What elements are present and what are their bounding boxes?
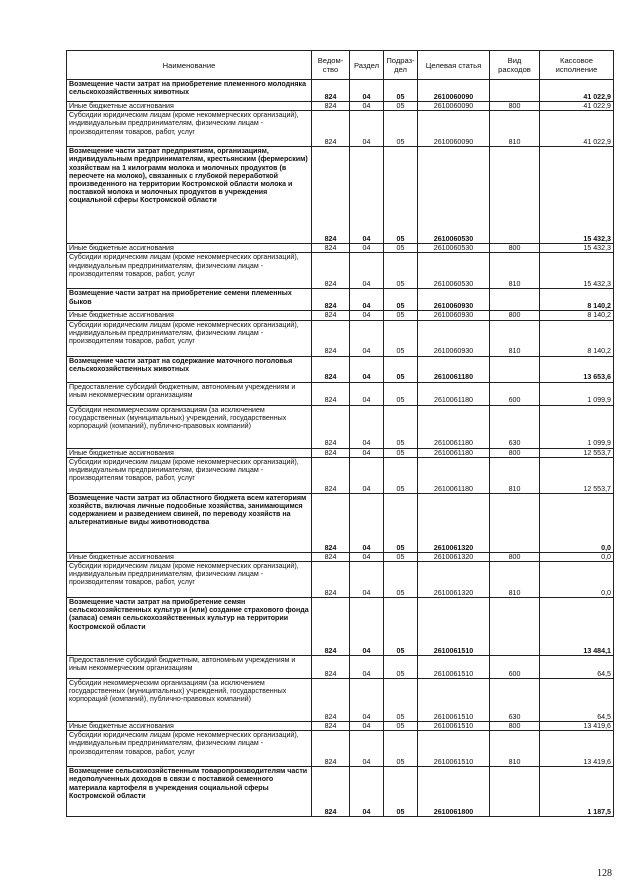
- cell-vid-rashodov: 810: [490, 320, 540, 356]
- cell-celevaya-statya: 2610060930: [418, 289, 490, 311]
- cell-name: Субсидии юридическим лицам (кроме некоммерческих организаций), индивидуальным предпринимателям, физическим лицам - производителям товаров, работ, услуг: [67, 457, 312, 493]
- budget-table-container: [66, 50, 613, 817]
- cell-vid-rashodov: 800: [490, 722, 540, 731]
- cell-vedomstvo: 824: [312, 767, 350, 817]
- cell-celevaya-statya: 2610060530: [418, 147, 490, 244]
- table-row: [67, 289, 614, 311]
- cell-name: Возмещение части затрат на приобретение семени племенных быков: [67, 289, 312, 311]
- cell-name: Субсидии юридическим лицам (кроме некоммерческих организаций), индивидуальным предпринимателям, физическим лицам - производителям товаров, работ, услуг: [67, 562, 312, 598]
- cell-podrazdel: 05: [384, 562, 418, 598]
- header-razdel: Раздел: [350, 51, 384, 80]
- cell-celevaya-statya: 2610060530: [418, 244, 490, 253]
- cell-vedomstvo: 824: [312, 253, 350, 289]
- cell-razdel: 04: [350, 448, 384, 457]
- cell-kassovoe-ispolnenie: 8 140,2: [540, 311, 614, 320]
- cell-name: Предоставление субсидий бюджетным, автономным учреждениям и иным некоммерческим организациям: [67, 656, 312, 679]
- cell-razdel: 04: [350, 253, 384, 289]
- cell-razdel: 04: [350, 457, 384, 493]
- table-header-row: [67, 51, 614, 80]
- cell-kassovoe-ispolnenie: 13 419,6: [540, 722, 614, 731]
- cell-vid-rashodov: 810: [490, 457, 540, 493]
- cell-vedomstvo: 824: [312, 382, 350, 405]
- cell-razdel: 04: [350, 382, 384, 405]
- cell-vedomstvo: 824: [312, 405, 350, 448]
- cell-vedomstvo: 824: [312, 731, 350, 767]
- cell-kassovoe-ispolnenie: 0,0: [540, 493, 614, 552]
- cell-razdel: 04: [350, 679, 384, 722]
- cell-vid-rashodov: [490, 493, 540, 552]
- cell-vedomstvo: 824: [312, 289, 350, 311]
- cell-podrazdel: 05: [384, 552, 418, 561]
- cell-vid-rashodov: 810: [490, 111, 540, 147]
- cell-vid-rashodov: 810: [490, 562, 540, 598]
- cell-podrazdel: 05: [384, 102, 418, 111]
- cell-name: Иные бюджетные ассигнования: [67, 102, 312, 111]
- header-kassovoe-ispolnenie: Кассовое исполнение: [540, 51, 614, 80]
- cell-name: Субсидии некоммерческим организациям (за исключением государственных (муниципальных) учреждений, государственных корпораций (компаний), публично-правовых компаний): [67, 679, 312, 722]
- cell-razdel: 04: [350, 102, 384, 111]
- cell-podrazdel: 05: [384, 80, 418, 102]
- cell-celevaya-statya: 2610060930: [418, 320, 490, 356]
- table-row: [67, 457, 614, 493]
- cell-podrazdel: 05: [384, 731, 418, 767]
- cell-vid-rashodov: 600: [490, 656, 540, 679]
- cell-podrazdel: 05: [384, 656, 418, 679]
- cell-name: Иные бюджетные ассигнования: [67, 448, 312, 457]
- cell-kassovoe-ispolnenie: 1 187,5: [540, 767, 614, 817]
- table-row: [67, 253, 614, 289]
- cell-vid-rashodov: 630: [490, 405, 540, 448]
- header-vid-rashodov: Вид расходов: [490, 51, 540, 80]
- cell-name: Иные бюджетные ассигнования: [67, 311, 312, 320]
- cell-razdel: 04: [350, 562, 384, 598]
- table-row: [67, 320, 614, 356]
- table-row: [67, 356, 614, 382]
- cell-podrazdel: 05: [384, 253, 418, 289]
- cell-razdel: 04: [350, 731, 384, 767]
- cell-razdel: 04: [350, 656, 384, 679]
- table-row: [67, 102, 614, 111]
- cell-razdel: 04: [350, 552, 384, 561]
- cell-podrazdel: 05: [384, 289, 418, 311]
- cell-vedomstvo: 824: [312, 311, 350, 320]
- cell-podrazdel: 05: [384, 320, 418, 356]
- cell-kassovoe-ispolnenie: 15 432,3: [540, 244, 614, 253]
- header-name: Наименование: [67, 51, 312, 80]
- table-row: [67, 147, 614, 244]
- cell-vid-rashodov: 630: [490, 679, 540, 722]
- cell-name: Возмещение сельскохозяйственным товаропроизводителям части недополученных доходов в связи с поставкой семенного материала картофеля в учреждения социальной сферы Костромской области: [67, 767, 312, 817]
- cell-celevaya-statya: 2610060090: [418, 111, 490, 147]
- table-row: [67, 493, 614, 552]
- cell-podrazdel: 05: [384, 311, 418, 320]
- cell-podrazdel: 05: [384, 457, 418, 493]
- cell-podrazdel: 05: [384, 493, 418, 552]
- cell-vid-rashodov: 800: [490, 448, 540, 457]
- table-row: [67, 598, 614, 656]
- cell-kassovoe-ispolnenie: 12 553,7: [540, 457, 614, 493]
- cell-celevaya-statya: 2610061180: [418, 382, 490, 405]
- cell-vid-rashodov: [490, 289, 540, 311]
- table-row: [67, 552, 614, 561]
- cell-kassovoe-ispolnenie: 0,0: [540, 552, 614, 561]
- cell-vedomstvo: 824: [312, 457, 350, 493]
- cell-kassovoe-ispolnenie: 64,5: [540, 656, 614, 679]
- cell-celevaya-statya: 2610061320: [418, 552, 490, 561]
- cell-razdel: 04: [350, 405, 384, 448]
- cell-kassovoe-ispolnenie: 64,5: [540, 679, 614, 722]
- table-row: [67, 448, 614, 457]
- cell-name: Субсидии юридическим лицам (кроме некоммерческих организаций), индивидуальным предпринимателям, физическим лицам - производителям товаров, работ, услуг: [67, 253, 312, 289]
- cell-vedomstvo: 824: [312, 679, 350, 722]
- page-number: 128: [597, 868, 612, 879]
- cell-celevaya-statya: 2610060090: [418, 102, 490, 111]
- cell-name: Иные бюджетные ассигнования: [67, 722, 312, 731]
- table-row: [67, 722, 614, 731]
- cell-celevaya-statya: 2610061180: [418, 457, 490, 493]
- cell-vedomstvo: 824: [312, 722, 350, 731]
- table-row: [67, 244, 614, 253]
- cell-celevaya-statya: 2610061180: [418, 356, 490, 382]
- cell-celevaya-statya: 2610061510: [418, 679, 490, 722]
- table-row: [67, 562, 614, 598]
- cell-vid-rashodov: 810: [490, 253, 540, 289]
- cell-vid-rashodov: 800: [490, 102, 540, 111]
- cell-kassovoe-ispolnenie: 1 099,9: [540, 405, 614, 448]
- cell-celevaya-statya: 2610061320: [418, 562, 490, 598]
- cell-razdel: 04: [350, 147, 384, 244]
- cell-vid-rashodov: [490, 80, 540, 102]
- cell-vedomstvo: 824: [312, 448, 350, 457]
- cell-celevaya-statya: 2610061180: [418, 405, 490, 448]
- cell-vedomstvo: 824: [312, 356, 350, 382]
- cell-kassovoe-ispolnenie: 12 553,7: [540, 448, 614, 457]
- cell-vedomstvo: 824: [312, 552, 350, 561]
- table-row: [67, 767, 614, 817]
- table-row: [67, 656, 614, 679]
- cell-celevaya-statya: 2610061510: [418, 598, 490, 656]
- cell-celevaya-statya: 2610060090: [418, 80, 490, 102]
- cell-kassovoe-ispolnenie: 13 419,6: [540, 731, 614, 767]
- cell-name: Иные бюджетные ассигнования: [67, 552, 312, 561]
- cell-kassovoe-ispolnenie: 8 140,2: [540, 320, 614, 356]
- cell-vedomstvo: 824: [312, 244, 350, 253]
- cell-vedomstvo: 824: [312, 598, 350, 656]
- cell-celevaya-statya: 2610061510: [418, 722, 490, 731]
- table-row: [67, 679, 614, 722]
- cell-name: Возмещение части затрат предприятиям, организациям, индивидуальным предпринимателям, крестьянским (фермерским) хозяйствам на 1 килограмм молока и молочных продуктов (в пересчете на молоко), связанных с глубокой переработкой произведенного на территории Костромской области молока и поставкой молока и молочных продуктов в учреждения социальной сферы Костромской области: [67, 147, 312, 244]
- cell-vid-rashodov: 800: [490, 244, 540, 253]
- cell-name: Возмещение части затрат на приобретение семян сельскохозяйственных культур и (или) создание страхового фонда (запаса) семян сельскохозяйственных культур на территории Костромской области: [67, 598, 312, 656]
- table-row: [67, 311, 614, 320]
- table-row: [67, 111, 614, 147]
- cell-celevaya-statya: 2610061510: [418, 656, 490, 679]
- table-row: [67, 731, 614, 767]
- cell-name: Возмещение части затрат на содержание маточного поголовья сельскохозяйственных животных: [67, 356, 312, 382]
- cell-kassovoe-ispolnenie: 15 432,3: [540, 253, 614, 289]
- header-vedomstvo: Ведом-ство: [312, 51, 350, 80]
- table-row: [67, 80, 614, 102]
- table-row: [67, 382, 614, 405]
- cell-podrazdel: 05: [384, 722, 418, 731]
- cell-podrazdel: 05: [384, 382, 418, 405]
- cell-razdel: 04: [350, 80, 384, 102]
- cell-kassovoe-ispolnenie: 15 432,3: [540, 147, 614, 244]
- cell-podrazdel: 05: [384, 767, 418, 817]
- cell-razdel: 04: [350, 244, 384, 253]
- cell-celevaya-statya: 2610061800: [418, 767, 490, 817]
- cell-razdel: 04: [350, 598, 384, 656]
- cell-vedomstvo: 824: [312, 562, 350, 598]
- cell-podrazdel: 05: [384, 679, 418, 722]
- cell-name: Возмещение части затрат на приобретение племенного молодняка сельскохозяйственных животных: [67, 80, 312, 102]
- cell-vedomstvo: 824: [312, 493, 350, 552]
- cell-razdel: 04: [350, 356, 384, 382]
- cell-vedomstvo: 824: [312, 102, 350, 111]
- table-row: [67, 405, 614, 448]
- cell-razdel: 04: [350, 722, 384, 731]
- cell-vid-rashodov: 600: [490, 382, 540, 405]
- cell-razdel: 04: [350, 320, 384, 356]
- cell-kassovoe-ispolnenie: 0,0: [540, 562, 614, 598]
- cell-vid-rashodov: 800: [490, 311, 540, 320]
- cell-vid-rashodov: [490, 767, 540, 817]
- cell-name: Субсидии некоммерческим организациям (за исключением государственных (муниципальных) учреждений, государственных корпораций (компаний), публично-правовых компаний): [67, 405, 312, 448]
- cell-razdel: 04: [350, 111, 384, 147]
- cell-vedomstvo: 824: [312, 80, 350, 102]
- cell-podrazdel: 05: [384, 598, 418, 656]
- header-celevaya-statya: Целевая статья: [418, 51, 490, 80]
- cell-name: Субсидии юридическим лицам (кроме некоммерческих организаций), индивидуальным предпринимателям, физическим лицам - производителям товаров, работ, услуг: [67, 320, 312, 356]
- table-body: [67, 80, 614, 817]
- cell-kassovoe-ispolnenie: 41 022,9: [540, 80, 614, 102]
- cell-vedomstvo: 824: [312, 111, 350, 147]
- cell-kassovoe-ispolnenie: 1 099,9: [540, 382, 614, 405]
- cell-podrazdel: 05: [384, 448, 418, 457]
- cell-podrazdel: 05: [384, 356, 418, 382]
- cell-razdel: 04: [350, 767, 384, 817]
- cell-kassovoe-ispolnenie: 13 484,1: [540, 598, 614, 656]
- cell-vid-rashodov: [490, 147, 540, 244]
- cell-celevaya-statya: 2610061320: [418, 493, 490, 552]
- cell-kassovoe-ispolnenie: 8 140,2: [540, 289, 614, 311]
- cell-celevaya-statya: 2610061510: [418, 731, 490, 767]
- header-podrazdel: Подраз-дел: [384, 51, 418, 80]
- cell-razdel: 04: [350, 311, 384, 320]
- cell-celevaya-statya: 2610060530: [418, 253, 490, 289]
- cell-celevaya-statya: 2610061180: [418, 448, 490, 457]
- cell-podrazdel: 05: [384, 405, 418, 448]
- cell-kassovoe-ispolnenie: 41 022,9: [540, 111, 614, 147]
- cell-podrazdel: 05: [384, 147, 418, 244]
- cell-vid-rashodov: [490, 598, 540, 656]
- cell-vedomstvo: 824: [312, 320, 350, 356]
- cell-name: Предоставление субсидий бюджетным, автономным учреждениям и иным некоммерческим организациям: [67, 382, 312, 405]
- cell-vid-rashodov: 800: [490, 552, 540, 561]
- cell-vid-rashodov: 810: [490, 731, 540, 767]
- cell-kassovoe-ispolnenie: 41 022,9: [540, 102, 614, 111]
- cell-vid-rashodov: [490, 356, 540, 382]
- budget-execution-table: [66, 50, 614, 817]
- cell-razdel: 04: [350, 289, 384, 311]
- cell-name: Субсидии юридическим лицам (кроме некоммерческих организаций), индивидуальным предпринимателям, физическим лицам - производителям товаров, работ, услуг: [67, 731, 312, 767]
- cell-celevaya-statya: 2610060930: [418, 311, 490, 320]
- cell-vedomstvo: 824: [312, 147, 350, 244]
- cell-podrazdel: 05: [384, 244, 418, 253]
- cell-name: Субсидии юридическим лицам (кроме некоммерческих организаций), индивидуальным предпринимателям, физическим лицам - производителям товаров, работ, услуг: [67, 111, 312, 147]
- cell-vedomstvo: 824: [312, 656, 350, 679]
- cell-kassovoe-ispolnenie: 13 653,6: [540, 356, 614, 382]
- cell-name: Возмещение части затрат из областного бюджета всем категориям хозяйств, включая личные подсобные хозяйства, занимающимся содержанием и разведением свиней, по переводу хозяйств на альтернативные виды животноводства: [67, 493, 312, 552]
- cell-name: Иные бюджетные ассигнования: [67, 244, 312, 253]
- cell-razdel: 04: [350, 493, 384, 552]
- cell-podrazdel: 05: [384, 111, 418, 147]
